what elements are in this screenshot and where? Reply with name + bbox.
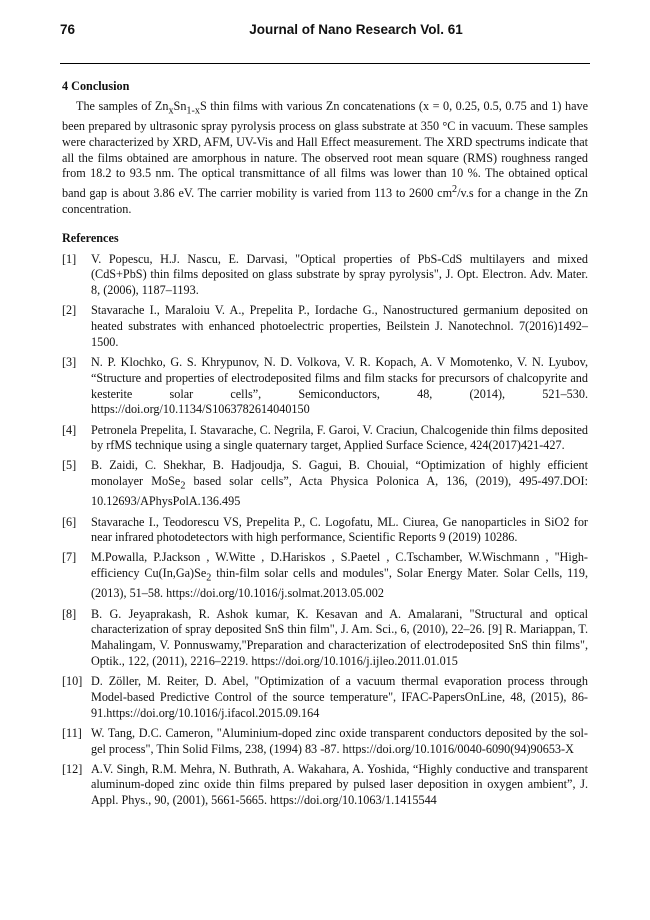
reference-number: [6]: [62, 514, 77, 529]
reference-number: [11]: [62, 725, 82, 740]
conclusion-paragraph: The samples of $Zn_xSn_{1-x}S$ thin films with various Zn concatenations (x = 0, 0.25, 0.5, 0.75 and 1) have been prepared by ultrasonic spray pyrolysis process on glass substrate at 350 °C in vacuum. These samples were characterized by XRD, AFM, UV-Vis and Hall Effect measurement. The XRD spectrums indicate that all the films obtained are amorphous in nature. The observed root mean square (RMS) roughness ranged from 18.2 to 93.5 nm. The optical transmittance of all films was lower than 10 %. The obtained optical band gap is about 3.86 eV. The carrier mobility is varied from 113 to 2600 $cm^2/v.s$ for a change in the Zn concentration.: [62, 98, 588, 217]
reference-text: Stavarache I., Maraloiu V. A., Prepelita P., Iordache G., Nanostructured germanium deposited on heated substrates with enhanced photoelectric properties, Beilstein J. Nanotechnol. 7(2016)1492–1500.: [91, 303, 588, 349]
reference-text: A.V. Singh, R.M. Mehra, N. Buthrath, A. Wakahara, A. Yoshida, “Highly conductive and transparent aluminum-doped zinc oxide thin films prepared by pulsed laser deposition in oxygen ambient”, J. Appl. Phys., 90, (2001), 5661-5665. https://doi.org/10.1063/1.1415544: [91, 761, 588, 808]
reference-text: D. Zöller, M. Reiter, D. Abel, "Optimization of a vacuum thermal evaporation process through Model-based Predictive Control of the source temperature", IFAC-PapersOnLine, 48, (2015), 86-91.https://doi.org/10.1016/j.ifacol.2015.09.164: [91, 674, 588, 720]
conclusion-heading: 4 Conclusion: [62, 79, 130, 93]
reference-item: [62, 762, 588, 809]
reference-item: [62, 303, 588, 350]
reference-item: [62, 355, 588, 418]
reference-item: [62, 458, 588, 510]
reference-number: [4]: [62, 422, 77, 437]
page-body: [62, 79, 588, 813]
reference-number: [10]: [62, 674, 83, 689]
reference-number: [3]: [62, 355, 77, 370]
reference-text: M.Powalla, P.Jackson , W.Witte , D.Hariskos , S.Paetel , C.Tschamber, W.Wischmann , "High-efficiency $Cu(In,Ga)Se_2$ thin-film solar cells and modules", Solar Energy Mater. Solar Cells, 119, (2013), 51–58. https://doi.org/10.1016/j.solmat.2013.05.002: [91, 550, 588, 601]
reference-item: [62, 252, 588, 299]
journal-title: Journal of Nano Research Vol. 61: [249, 22, 463, 37]
reference-item: [62, 726, 588, 758]
reference-text: B. G. Jeyaprakash, R. Ashok kumar, K. Kesavan and A. Amalarani, "Structural and optical characterization of spray deposited SnS thin film", J. Am. Sci., 6, (2010), 22–26. [9] R. Mariappan, T. Mahalingam, V. Ponnuswamy,"Preparation and characterization of electrodeposited SnS thin films", Optik., 122, (2011), 2216–2219. https://doi.org/10.1016/j.ijleo.2011.01.015: [91, 606, 588, 668]
reference-text: V. Popescu, H.J. Nascu, E. Darvasi, "Optical properties of PbS-CdS multilayers and mixed (CdS+PbS) thin films deposited on glass substrate by spray pyrolysis", J. Opt. Electron. Adv. Mater. 8, (2006), 1187–1193.: [91, 251, 588, 298]
reference-text: N. P. Klochko, G. S. Khrypunov, N. D. Volkova, V. R. Kopach, A. V Momotenko, V. N. Lyubov, “Structure and properties of electrodeposited films and film stacks for precursors of chalcopyrite and kesterite solar cells”, Semiconductors, 48, (2014), 521–530. https://doi.org/10.1134/S1063782614040150: [91, 355, 588, 417]
reference-item: [62, 423, 588, 455]
page-number: 76: [60, 22, 76, 37]
reference-text: Stavarache I., Teodorescu VS, Prepelita P., C. Logofatu, ML. Ciurea, Ge nanoparticles in SiO2 for near infrared photodetectors with high performance, Scientific Reports 9 (2019) 10286.: [91, 514, 588, 545]
reference-number: [8]: [62, 606, 77, 621]
reference-item: [62, 607, 588, 670]
reference-item: [62, 515, 588, 547]
reference-number: [12]: [62, 761, 83, 776]
reference-number: [7]: [62, 550, 77, 565]
header-divider: [60, 63, 590, 64]
reference-item: [62, 550, 588, 602]
reference-number: [5]: [62, 458, 77, 473]
reference-text: Petronela Prepelita, I. Stavarache, C. Negrila, F. Garoi, V. Craciun, Chalcogenide thin films deposited by rfMS technique using a single quaternary target, Applied Surface Science, 424(2017)421-427.: [91, 422, 588, 453]
reference-number: [2]: [62, 303, 77, 318]
reference-text: B. Zaidi, C. Shekhar, B. Hadjoudja, S. Gagui, B. Chouial, “Optimization of highly efficient monolayer MoSe$_2$ based solar cells”, Acta Physica Polonica A, 136, (2019), 495-497.DOI: 10.12693/APhysPolA.136.495: [91, 458, 588, 509]
reference-number: [1]: [62, 251, 77, 266]
references-heading: References: [62, 230, 119, 245]
reference-item: [62, 674, 588, 721]
reference-text: W. Tang, D.C. Cameron, "Aluminium-doped zinc oxide transparent conductors deposited by the sol-gel process", Thin Solid Films, 238, (1994) 83 -87. https://doi.org/10.1016/0040-6090(94)90653-X: [91, 725, 588, 756]
